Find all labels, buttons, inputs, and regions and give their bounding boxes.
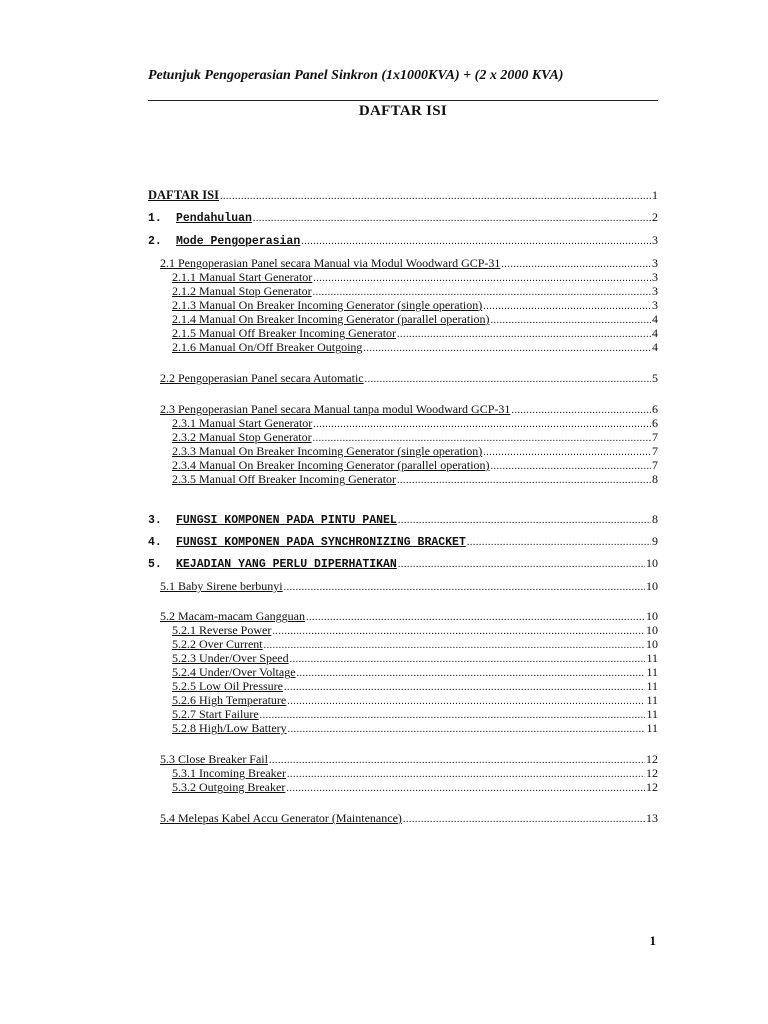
toc-entry-page: 3	[652, 298, 658, 312]
toc-entry-5-2-7[interactable]	[172, 707, 658, 721]
toc-entry-5-2-1[interactable]	[172, 623, 658, 637]
dot-leader	[272, 625, 645, 637]
toc-entry-page: 9	[652, 534, 658, 548]
toc-entry-title: 2.3.3 Manual On Breaker Incoming Generator (single operation)	[172, 444, 483, 458]
toc-entry-page: 11	[646, 721, 658, 735]
toc-entry-title: 5.2 Macam-macam Gangguan	[160, 609, 305, 623]
toc-entry-title: 5.1 Baby Sirene berbunyi	[160, 579, 283, 593]
toc-entry-title: 5.3.2 Outgoing Breaker	[172, 780, 286, 794]
toc-entry-5-2-3[interactable]	[172, 651, 658, 665]
toc-entry-5-2-8[interactable]	[172, 721, 658, 735]
toc-entry-daftar-isi[interactable]	[148, 188, 658, 202]
toc-entry-page: 11	[646, 665, 658, 679]
toc-entry-page: 7	[652, 444, 658, 458]
toc-entry-2-1-5[interactable]	[172, 326, 658, 340]
toc-entry-page: 6	[652, 402, 658, 416]
toc-entry-page: 4	[652, 340, 658, 354]
dot-leader	[284, 681, 645, 693]
dot-leader	[467, 536, 651, 548]
toc-entry-title: 2.1.1 Manual Start Generator	[172, 270, 313, 284]
toc-entry-page: 10	[646, 623, 658, 637]
toc-entry-number: 3.	[148, 514, 162, 526]
toc-entry-2-1-1[interactable]	[172, 270, 658, 284]
dot-leader	[491, 314, 651, 326]
toc-entry-fungsi-pintu-panel[interactable]	[148, 512, 658, 526]
toc-entry-page: 6	[652, 416, 658, 430]
toc-entry-page: 12	[646, 752, 658, 766]
toc-entry-2-1-2[interactable]	[172, 284, 658, 298]
toc-entry-page: 3	[652, 284, 658, 298]
toc-entry-5-2-6[interactable]	[172, 693, 658, 707]
toc-entry-2-1-3[interactable]	[172, 298, 658, 312]
dot-leader	[260, 709, 646, 721]
dot-leader	[403, 813, 645, 825]
toc-entry-title: 2.3.5 Manual Off Breaker Incoming Generator	[172, 472, 397, 486]
dot-leader	[287, 768, 645, 780]
toc-entry-title: 2.3.1 Manual Start Generator	[172, 416, 313, 430]
toc-entry-number: 5.	[148, 558, 162, 570]
dot-leader	[501, 258, 651, 270]
dot-leader	[397, 474, 651, 486]
toc-entry-mode-pengoperasian[interactable]	[148, 233, 658, 247]
toc-entry-title: 2.1.2 Manual Stop Generator	[172, 284, 312, 298]
toc-entry-page: 12	[646, 766, 658, 780]
toc-entry-title: KEJADIAN YANG PERLU DIPERHATIKAN	[176, 558, 397, 570]
toc-entry-page: 13	[646, 811, 658, 825]
dot-leader	[313, 432, 651, 444]
toc-entry-title: 5.2.2 Over Current	[172, 637, 263, 651]
toc-entry-5-2-5[interactable]	[172, 679, 658, 693]
toc-entry-5-2-4[interactable]	[172, 665, 658, 679]
toc-entry-title: 5.2.6 High Temperature	[172, 693, 287, 707]
toc-entry-page: 11	[646, 651, 658, 665]
toc-entry-title: 2.1.3 Manual On Breaker Incoming Generator (single operation)	[172, 298, 483, 312]
dot-leader	[313, 272, 651, 284]
toc-entry-5-3-2[interactable]	[172, 780, 658, 794]
toc-entry-page: 1	[652, 188, 658, 202]
dot-leader	[483, 446, 651, 458]
toc-entry-page: 12	[646, 780, 658, 794]
toc-entry-title: 2.1 Pengoperasian Panel secara Manual via Modul Woodward GCP-31	[160, 256, 501, 270]
toc-entry-page: 11	[646, 679, 658, 693]
dot-leader	[511, 404, 651, 416]
toc-entry-page: 4	[652, 326, 658, 340]
dot-leader	[398, 558, 645, 570]
dot-leader	[288, 723, 646, 735]
header-rule	[148, 100, 658, 101]
toc-entry-page: 5	[652, 371, 658, 385]
toc-entry-page: 7	[652, 430, 658, 444]
toc-entry-page: 10	[646, 637, 658, 651]
toc-entry-number: 4.	[148, 536, 162, 548]
toc-entry-2-3-2[interactable]	[172, 430, 658, 444]
dot-leader	[290, 653, 646, 665]
dot-leader	[301, 235, 651, 247]
toc-entry-title: 5.2.5 Low Oil Pressure	[172, 679, 283, 693]
toc-entry-title: Mode Pengoperasian	[176, 235, 301, 247]
toc-entry-title: 5.2.1 Reverse Power	[172, 623, 272, 637]
toc-entry-title: FUNGSI KOMPONEN PADA SYNCHRONIZING BRACKET	[176, 536, 466, 548]
dot-leader	[269, 754, 645, 766]
toc-entry-title: 5.2.3 Under/Over Speed	[172, 651, 289, 665]
dot-leader	[398, 514, 651, 526]
toc-entry-title: 2.3.2 Manual Stop Generator	[172, 430, 312, 444]
toc-entry-2-3-1[interactable]	[172, 416, 658, 430]
dot-leader	[491, 460, 651, 472]
toc-entry-page: 10	[646, 579, 658, 593]
toc-entry-2-3-5[interactable]	[172, 472, 658, 486]
toc-entry-title: Pendahuluan	[176, 212, 252, 224]
page-number: 1	[649, 933, 656, 948]
toc-entry-5-2[interactable]	[160, 609, 658, 623]
toc-entry-title: DAFTAR ISI	[148, 188, 219, 202]
toc-entry-page: 10	[646, 556, 658, 570]
toc-entry-5-2-2[interactable]	[172, 637, 658, 651]
dot-leader	[313, 418, 651, 430]
toc-entry-number: 1.	[148, 212, 162, 224]
toc-entry-page: 7	[652, 458, 658, 472]
toc-entry-title: FUNGSI KOMPONEN PADA PINTU PANEL	[176, 514, 397, 526]
toc-entry-title: 5.3.1 Incoming Breaker	[172, 766, 286, 780]
dot-leader	[363, 342, 651, 354]
toc-entry-page: 10	[646, 609, 658, 623]
toc-entry-title: 2.2 Pengoperasian Panel secara Automatic	[160, 371, 364, 385]
toc-entry-2-3[interactable]	[160, 402, 658, 416]
toc-entry-2-1-6[interactable]	[172, 340, 658, 354]
toc-entry-title: 2.1.5 Manual Off Breaker Incoming Generator	[172, 326, 397, 340]
toc-entry-title: 2.1.6 Manual On/Off Breaker Outgoing	[172, 340, 363, 354]
toc-entry-kejadian[interactable]	[148, 556, 658, 570]
dot-leader	[253, 212, 651, 224]
toc-entry-page: 8	[652, 512, 658, 526]
toc-entry-2-3-3[interactable]	[172, 444, 658, 458]
toc-entry-pendahuluan[interactable]	[148, 210, 658, 224]
running-header: Petunjuk Pengoperasian Panel Sinkron (1x1000KVA) + (2 x 2000 KVA)	[148, 68, 564, 83]
toc-entry-page: 3	[652, 256, 658, 270]
toc-entry-2-2[interactable]	[160, 371, 658, 385]
toc-entry-2-3-4[interactable]	[172, 458, 658, 472]
toc-entry-5-1[interactable]	[160, 579, 658, 593]
toc-entry-5-3-1[interactable]	[172, 766, 658, 780]
toc-entry-page: 11	[646, 693, 658, 707]
toc-entry-2-1-4[interactable]	[172, 312, 658, 326]
dot-leader	[306, 611, 645, 623]
dot-leader	[365, 373, 651, 385]
dot-leader	[264, 639, 645, 651]
toc-entry-title: 5.2.4 Under/Over Voltage	[172, 665, 296, 679]
dot-leader	[284, 581, 645, 593]
toc-entry-page: 4	[652, 312, 658, 326]
dot-leader	[397, 328, 651, 340]
toc-entry-2-1[interactable]	[160, 256, 658, 270]
toc-heading: DAFTAR ISI	[358, 103, 448, 119]
toc-entry-page: 8	[652, 472, 658, 486]
toc-entry-title: 5.2.7 Start Failure	[172, 707, 259, 721]
toc-entry-title: 5.3 Close Breaker Fail	[160, 752, 268, 766]
dot-leader	[297, 667, 646, 679]
toc-entry-page: 11	[646, 707, 658, 721]
dot-leader	[287, 695, 645, 707]
toc-entry-title: 5.4 Melepas Kabel Accu Generator (Maintenance)	[160, 811, 402, 825]
dot-leader	[313, 286, 651, 298]
toc-entry-5-3[interactable]	[160, 752, 658, 766]
dot-leader	[483, 300, 651, 312]
toc-entry-fungsi-synchronizing-bracket[interactable]	[148, 534, 658, 548]
dot-leader	[220, 190, 651, 202]
toc-entry-title: 2.1.4 Manual On Breaker Incoming Generator (parallel operation)	[172, 312, 490, 326]
toc-entry-title: 2.3.4 Manual On Breaker Incoming Generator (parallel operation)	[172, 458, 490, 472]
toc-entry-page: 3	[652, 233, 658, 247]
toc-entry-title: 5.2.8 High/Low Battery	[172, 721, 287, 735]
toc-entry-page: 2	[652, 210, 658, 224]
toc-entry-page: 3	[652, 270, 658, 284]
toc-entry-title: 2.3 Pengoperasian Panel secara Manual tanpa modul Woodward GCP-31	[160, 402, 511, 416]
toc-entry-5-4[interactable]	[160, 811, 658, 825]
dot-leader	[286, 782, 645, 794]
toc-entry-number: 2.	[148, 235, 162, 247]
